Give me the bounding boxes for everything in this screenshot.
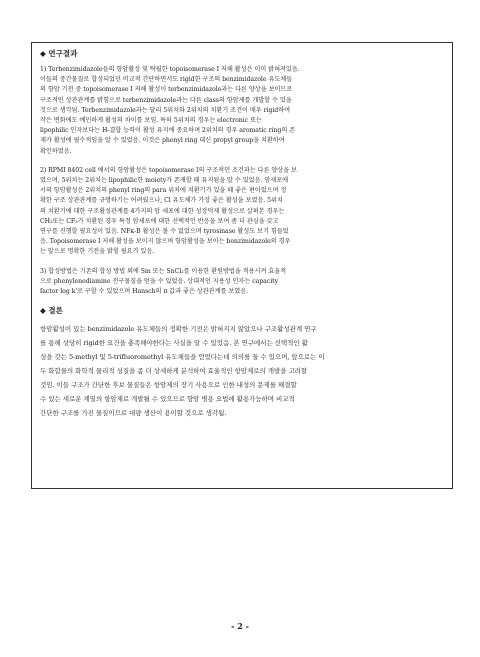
results-paragraph-3 [40, 267, 444, 298]
text-line: 재가 활성에 필수적임을 알 수 있었음. 이것은 phenyl ring 대신 propyl group을 치환하여 [40, 137, 285, 145]
text-line: 이들의 중간물질로 합성되었던 비교적 간단하면서도 rigid한 구조의 benzimidazole 유도체들 [40, 76, 293, 84]
conclusion-heading-text: ◆ 결론 [40, 306, 63, 316]
text-line: 것으로 생각됨. Terbenzimidazole과는 달리 5위치와 2위치의 치환기 조건이 매우 rigid하여 [40, 106, 291, 114]
results-heading [40, 49, 444, 59]
page-number: - 2 - [231, 621, 249, 631]
text-line: 1) Terbenzimidazole들의 항암활성 및 탁월한 topoisomerase I 저해 활성은 이미 밝혀져있음. [40, 66, 300, 73]
text-line: 연구를 진행할 필요성이 있음. NFκ-B 활성은 볼 수 없었으며 tyrosinase 활성도 보기 힘들었 [40, 228, 289, 236]
text-line: 간단한 구조를 가진 물질이므로 대량 생산이 용이할 것으로 생각됨. [40, 409, 227, 418]
text-line: 성을 갖는 5-methyl 및 5-trifluoromethyl 유도체들을 얻었다는데 의의를 둘 수 있으며, 앞으로는 이 [40, 353, 325, 362]
text-line: 확인하였음. [40, 147, 72, 155]
text-line: 작은 변화에도 예민하게 활성의 차이를 보임. 특히 5위치의 경우는 electronic 또는 [40, 117, 262, 125]
summary-box [31, 42, 453, 489]
text-line: 는 앞으로 명확한 기전을 밝힐 필요가 있음. [40, 248, 155, 256]
text-line: 두 화합물의 화학적 물리적 성질을 좀 더 상세하게 분석하여 효율적인 항암제로의 개발을 고려할 [40, 367, 308, 376]
text-line: 의 항암 기전 중 topoisomerase I 저해 활성이 terbenzimidazole과는 다른 양상을 보이므로 [40, 86, 293, 94]
text-line: 2) RPMI 8402 cell 에서의 항암활성은 topoisomerase I의 구조적인 조건과는 다른 양상을 보 [40, 166, 297, 174]
text-line: 것임. 이들 구조가 간단한 후보 물질들은 항암제의 장기 사용으로 인한 내성의 문제를 해결할 [40, 381, 297, 390]
results-paragraph-1 [40, 65, 444, 157]
text-line: lipophilic 인자보다는 H-결합 능력이 활성 유지에 중요하며 2위치의 경우 aromatic ring의 존 [40, 127, 296, 135]
text-line: factor log k'로 구할 수 있었으며 Hansch의 π 값과 좋은 상관관계를 보였음. [40, 288, 249, 296]
conclusion-heading [40, 306, 444, 316]
conclusion-paragraph [40, 322, 444, 420]
text-line: 항암활성이 있는 benzimidazole 유도체들의 정확한 기전은 밝혀지지 않았으나 구조활성관계 연구 [40, 325, 317, 334]
text-line: 서의 항암활성은 2위치의 phenyl ring의 para 위치에 치환기가 있을 때 좋은 편이었으며 정 [40, 187, 287, 195]
text-line: 으로 phenylenediamine 전구물질을 얻을 수 있었음. 상대적인 지용성 인자는 capacity [40, 277, 279, 285]
text-line: 음. Topoisomerase I 저해 활성을 보이지 않으며 항암활성을 보이는 benzimidazole의 경우 [40, 238, 291, 246]
text-line: 의 치환기에 대한 구조활성관계를 4가지의 암 세포에 대한 성장억제 활성으로 살펴본 경우는 [40, 207, 285, 215]
text-line: 였으며, 5위치는 2위치는 lipophilic한 moiety가 존재할 때 유지됨을 알 수 있었음. 암세포에 [40, 177, 289, 185]
text-line: CH₃또는 CF₃가 치환된 경우 특정 암세포에 대한 선택적인 반응을 보여 좀 더 관심을 갖고 [40, 217, 279, 225]
text-line: 수 있는 새로운 계열의 항암제로 개발될 수 있으므로 향암 병용 요법에 활용가능하며 비교적 [40, 395, 295, 404]
text-line: 를 통해 상당히 rigid한 요건을 충족해야한다는 사실을 알 수 있었음. 본 연구에서는 선택적인 활 [40, 339, 308, 348]
results-paragraph-2 [40, 166, 444, 258]
text-line: 확한 구조 상관관계를 규명하기는 어려웠으나, Cl 유도체가 가장 좋은 활성을 보였음. 5위치 [40, 197, 283, 205]
text-line: 3) 합성방법은 기존의 합성 방법 외에 Sm 또는 SnCl₂를 이용한 환원방법을 적용시켜 효율적 [40, 267, 287, 275]
results-heading-text: ◆ 연구결과 [40, 49, 78, 58]
text-line: 구조적인 상관관계를 밝힘으로 terbenzimidazole과는 다른 class의 항암제를 개발할 수 있을 [40, 96, 292, 104]
